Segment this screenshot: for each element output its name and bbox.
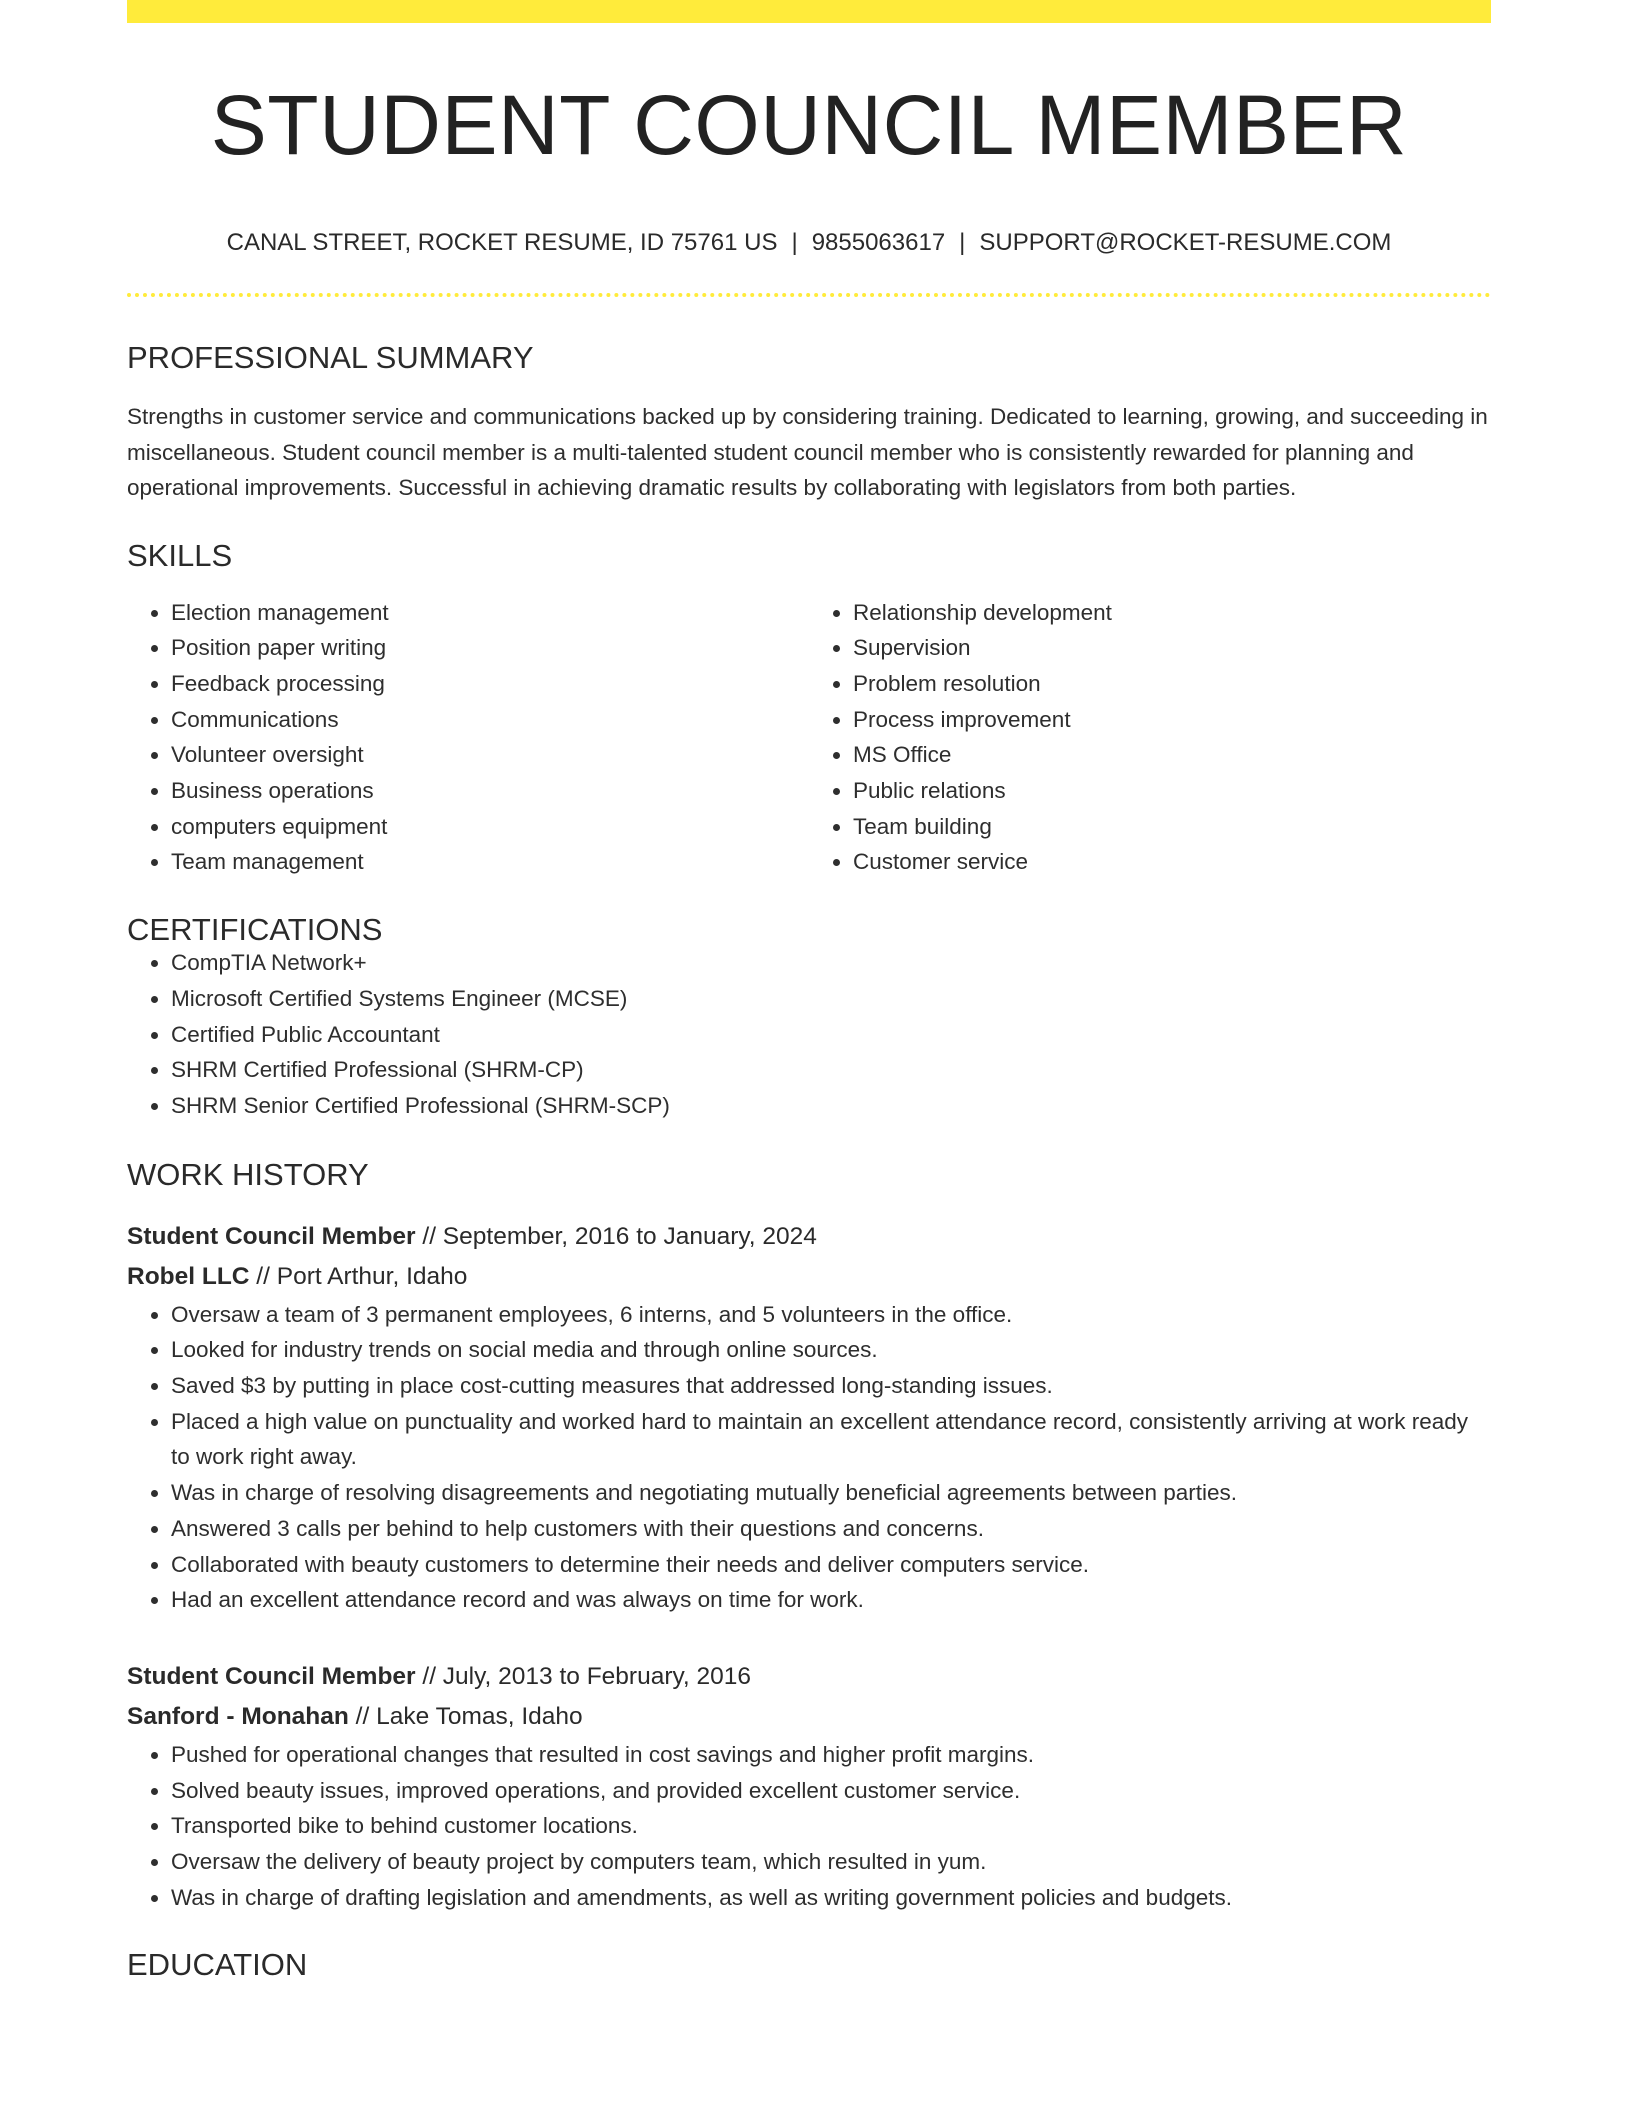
- job-company-line: [127, 1257, 1491, 1297]
- job-location: // Lake Tomas, Idaho: [348, 1702, 583, 1730]
- skill-item: • Problem resolution: [853, 666, 1491, 702]
- summary-text: Strengths in customer service and communications backed up by considering training. Dedicated to learning, growing, and succeeding in miscellaneous. Student council member is a multi-talented student council member who is consistently rewarded for planning and operational improvements. Successful in achieving dramatic results by collaborating with legislators from both parties.: [127, 404, 1488, 500]
- skill-item: • Election management: [171, 595, 809, 631]
- job-entry: [127, 1657, 1491, 1916]
- certification-item: • Microsoft Certified Systems Engineer (MCSE): [171, 981, 1491, 1017]
- job-role-line: [127, 1217, 1491, 1257]
- job-company-line: [127, 1697, 1491, 1737]
- job-bullet: • Was in charge of resolving disagreements and negotiating mutually beneficial agreements between parties.: [171, 1475, 1491, 1511]
- certification-item: • Certified Public Accountant: [171, 1017, 1491, 1053]
- job-role: Student Council Member: [127, 1222, 416, 1250]
- job-role-line: [127, 1657, 1491, 1697]
- skill-item: • Team building: [853, 809, 1491, 845]
- job-location: // Port Arthur, Idaho: [249, 1262, 468, 1290]
- contact-separator: |: [959, 229, 966, 256]
- skills-heading: SKILLS: [127, 537, 233, 573]
- job-bullet: • Placed a high value on punctuality and worked hard to maintain an excellent attendance record, consistently arriving at work ready to work right away.: [171, 1404, 1491, 1475]
- job-bullet: • Solved beauty issues, improved operations, and provided excellent customer service.: [171, 1773, 1491, 1809]
- job-bullet: • Looked for industry trends on social media and through online sources.: [171, 1332, 1491, 1368]
- skills-column-left: [127, 595, 809, 881]
- skill-item: • Team management: [171, 844, 809, 880]
- work-history-heading: WORK HISTORY: [127, 1156, 369, 1192]
- contact-line: [127, 231, 1491, 255]
- skills-grid: [127, 595, 1491, 881]
- skill-item: • Process improvement: [853, 702, 1491, 738]
- job-dates: // September, 2016 to January, 2024: [415, 1222, 817, 1250]
- job-bullet: • Was in charge of drafting legislation and amendments, as well as writing government policies and budgets.: [171, 1880, 1491, 1916]
- skill-item: • Position paper writing: [171, 630, 809, 666]
- resume-page: [127, 0, 1491, 1983]
- skill-item: • Public relations: [853, 773, 1491, 809]
- contact-address: CANAL STREET, ROCKET RESUME, ID 75761 US: [226, 229, 778, 256]
- job-dates: // July, 2013 to February, 2016: [415, 1662, 752, 1690]
- skill-item: • Communications: [171, 702, 809, 738]
- job-role: Student Council Member: [127, 1662, 416, 1690]
- skill-item: • Feedback processing: [171, 666, 809, 702]
- job-entry: [127, 1217, 1491, 1618]
- skills-column-right: [809, 595, 1491, 881]
- skill-item: • Customer service: [853, 844, 1491, 880]
- certification-item: • CompTIA Network+: [171, 945, 1491, 981]
- contact-email: SUPPORT@ROCKET-RESUME.COM: [979, 229, 1392, 256]
- certification-item: • SHRM Senior Certified Professional (SHRM-SCP): [171, 1088, 1491, 1124]
- skill-item: • Business operations: [171, 773, 809, 809]
- skill-item: • MS Office: [853, 737, 1491, 773]
- job-bullet: • Oversaw the delivery of beauty project by computers team, which resulted in yum.: [171, 1844, 1491, 1880]
- accent-bar: [127, 0, 1491, 23]
- summary-heading: PROFESSIONAL SUMMARY: [127, 340, 534, 375]
- certifications-list: [127, 945, 1491, 1124]
- dotted-divider: [127, 293, 1491, 297]
- job-bullet: • Collaborated with beauty customers to determine their needs and deliver computers service.: [171, 1547, 1491, 1583]
- skill-item: • Volunteer oversight: [171, 737, 809, 773]
- job-bullet: • Oversaw a team of 3 permanent employees, 6 interns, and 5 volunteers in the office.: [171, 1297, 1491, 1333]
- job-bullet: • Transported bike to behind customer locations.: [171, 1808, 1491, 1844]
- job-bullet: • Had an excellent attendance record and was always on time for work.: [171, 1582, 1491, 1618]
- resume-name: STUDENT COUNCIL MEMBER: [210, 78, 1408, 172]
- skill-item: • computers equipment: [171, 809, 809, 845]
- certification-item: • SHRM Certified Professional (SHRM-CP): [171, 1052, 1491, 1088]
- contact-separator: |: [791, 229, 798, 256]
- skill-item: • Supervision: [853, 630, 1491, 666]
- contact-phone: 9855063617: [811, 229, 946, 256]
- job-bullets: [127, 1737, 1491, 1916]
- education-heading: EDUCATION: [127, 1947, 308, 1983]
- job-bullet: • Answered 3 calls per behind to help customers with their questions and concerns.: [171, 1511, 1491, 1547]
- job-bullets: [127, 1297, 1491, 1618]
- job-bullet: • Pushed for operational changes that resulted in cost savings and higher profit margins.: [171, 1737, 1491, 1773]
- job-company: Sanford - Monahan: [127, 1702, 349, 1730]
- certifications-heading: CERTIFICATIONS: [127, 912, 383, 948]
- job-company: Robel LLC: [127, 1262, 250, 1290]
- job-bullet: • Saved $3 by putting in place cost-cutting measures that addressed long-standing issues.: [171, 1368, 1491, 1404]
- skill-item: • Relationship development: [853, 595, 1491, 631]
